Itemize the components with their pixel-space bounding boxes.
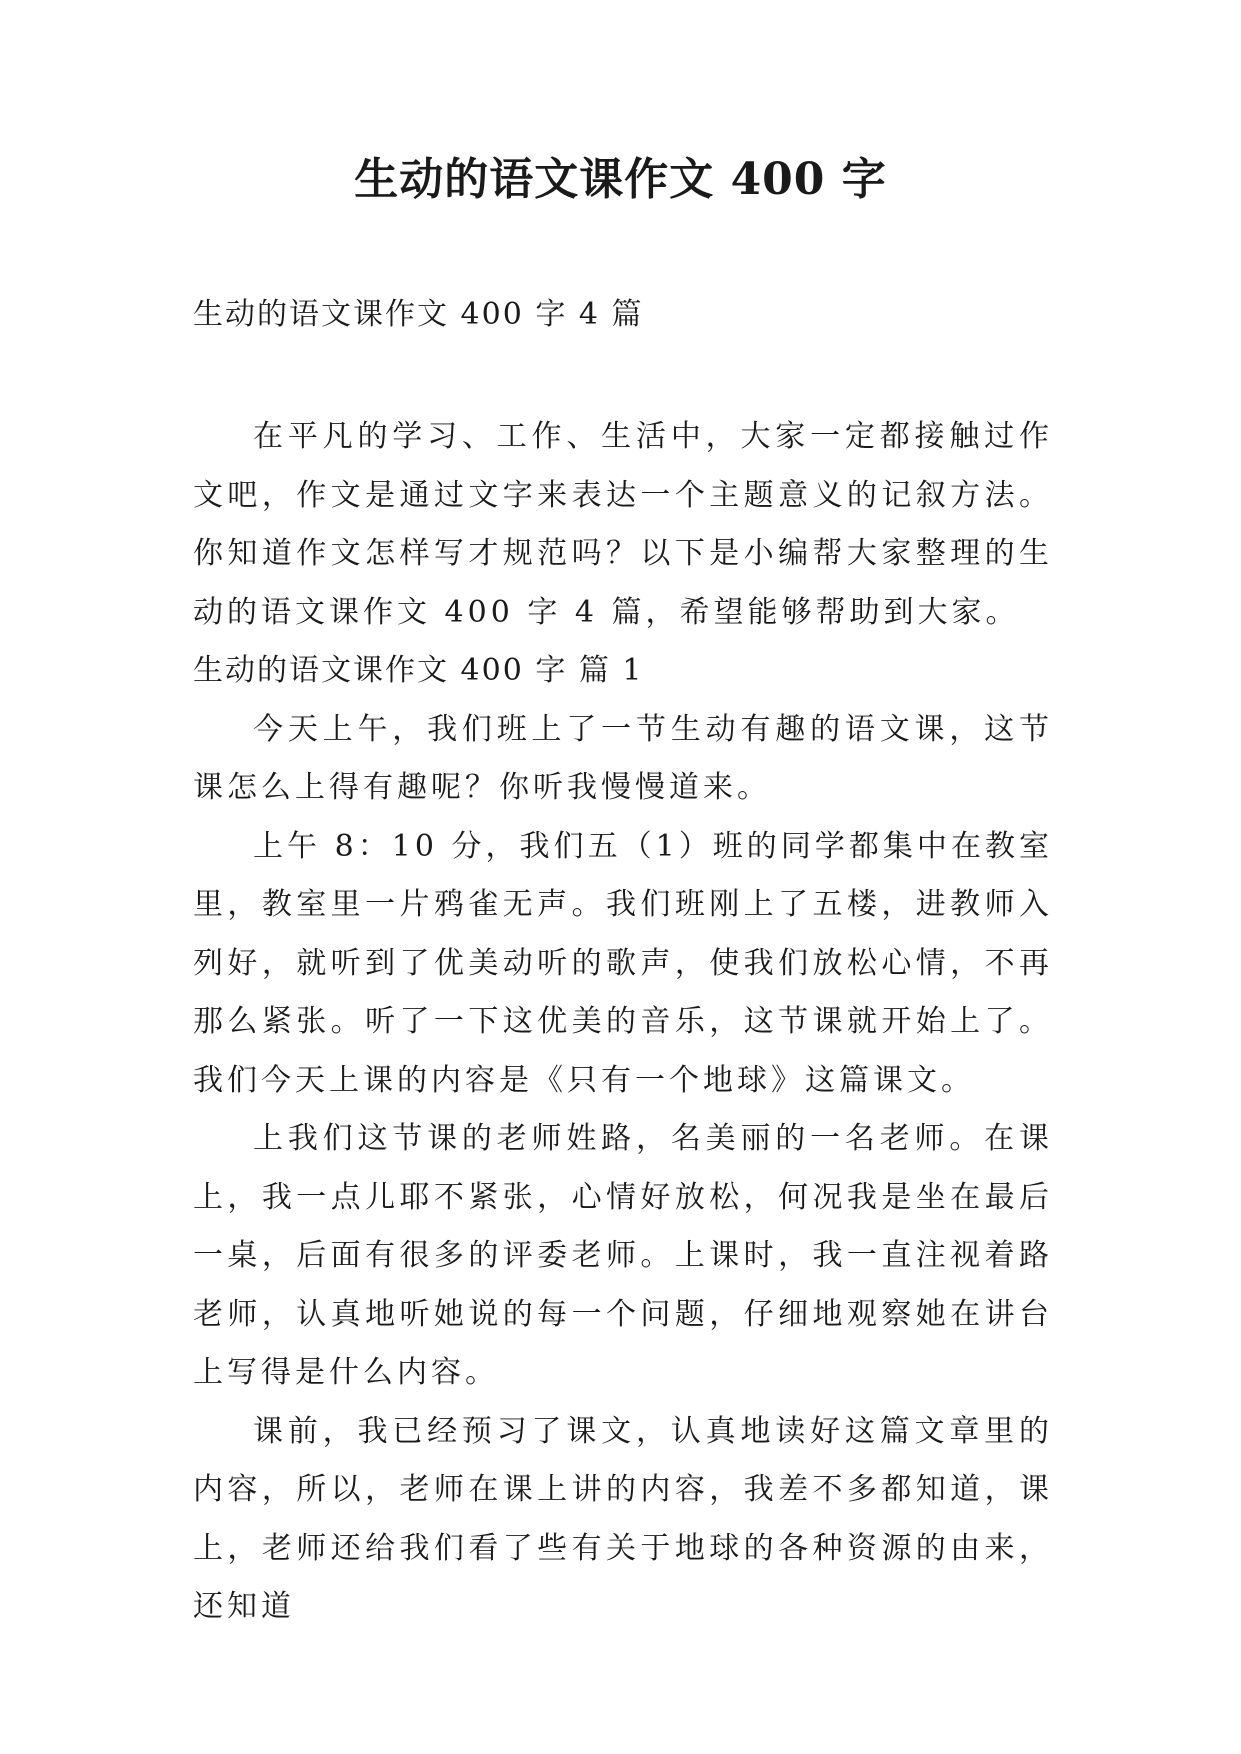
- body-paragraph: 上午 8：10 分，我们五（1）班的同学都集中在教室里，教室里一片鸦雀无声。我们班刚上了五楼，进教师入列好，就听到了优美动听的歌声，使我们放松心情，不再那么紧张。听了一下这优美的音乐，这节课就开始上了。我们今天上课的内容是《只有一个地球》这篇课文。: [193, 828, 1053, 1098]
- document-title: 生动的语文课作文 400 字: [354, 154, 887, 205]
- body-paragraph: 今天上午，我们班上了一节生动有趣的语文课，这节课怎么上得有趣呢？你听我慢慢道来。: [193, 711, 1053, 805]
- intro-paragraph: 在平凡的学习、工作、生活中，大家一定都接触过作文吧，作文是通过文字来表达一个主题意义的记叙方法。你知道作文怎样写才规范吗？以下是小编帮大家整理的生动的语文课作文 400 字 4 篇，希望能够帮助到大家。: [193, 419, 1053, 630]
- section-heading: 生动的语文课作文 400 字 篇 1: [193, 653, 644, 688]
- document-subtitle: 生动的语文课作文 400 字 4 篇: [193, 297, 644, 332]
- body-paragraph: 上我们这节课的老师姓路，名美丽的一名老师。在课上，我一点儿耶不紧张，心情好放松，何况我是坐在最后一桌，后面有很多的评委老师。上课时，我一直注视着路老师，认真地听她说的每一个问题，仔细地观察她在讲台上写得是什么内容。: [193, 1121, 1053, 1390]
- body-paragraph: 课前，我已经预习了课文，认真地读好这篇文章里的内容，所以，老师在课上讲的内容，我差不多都知道，课上，老师还给我们看了些有关于地球的各种资源的由来，还知道: [193, 1413, 1053, 1624]
- document-body: [193, 408, 1053, 1637]
